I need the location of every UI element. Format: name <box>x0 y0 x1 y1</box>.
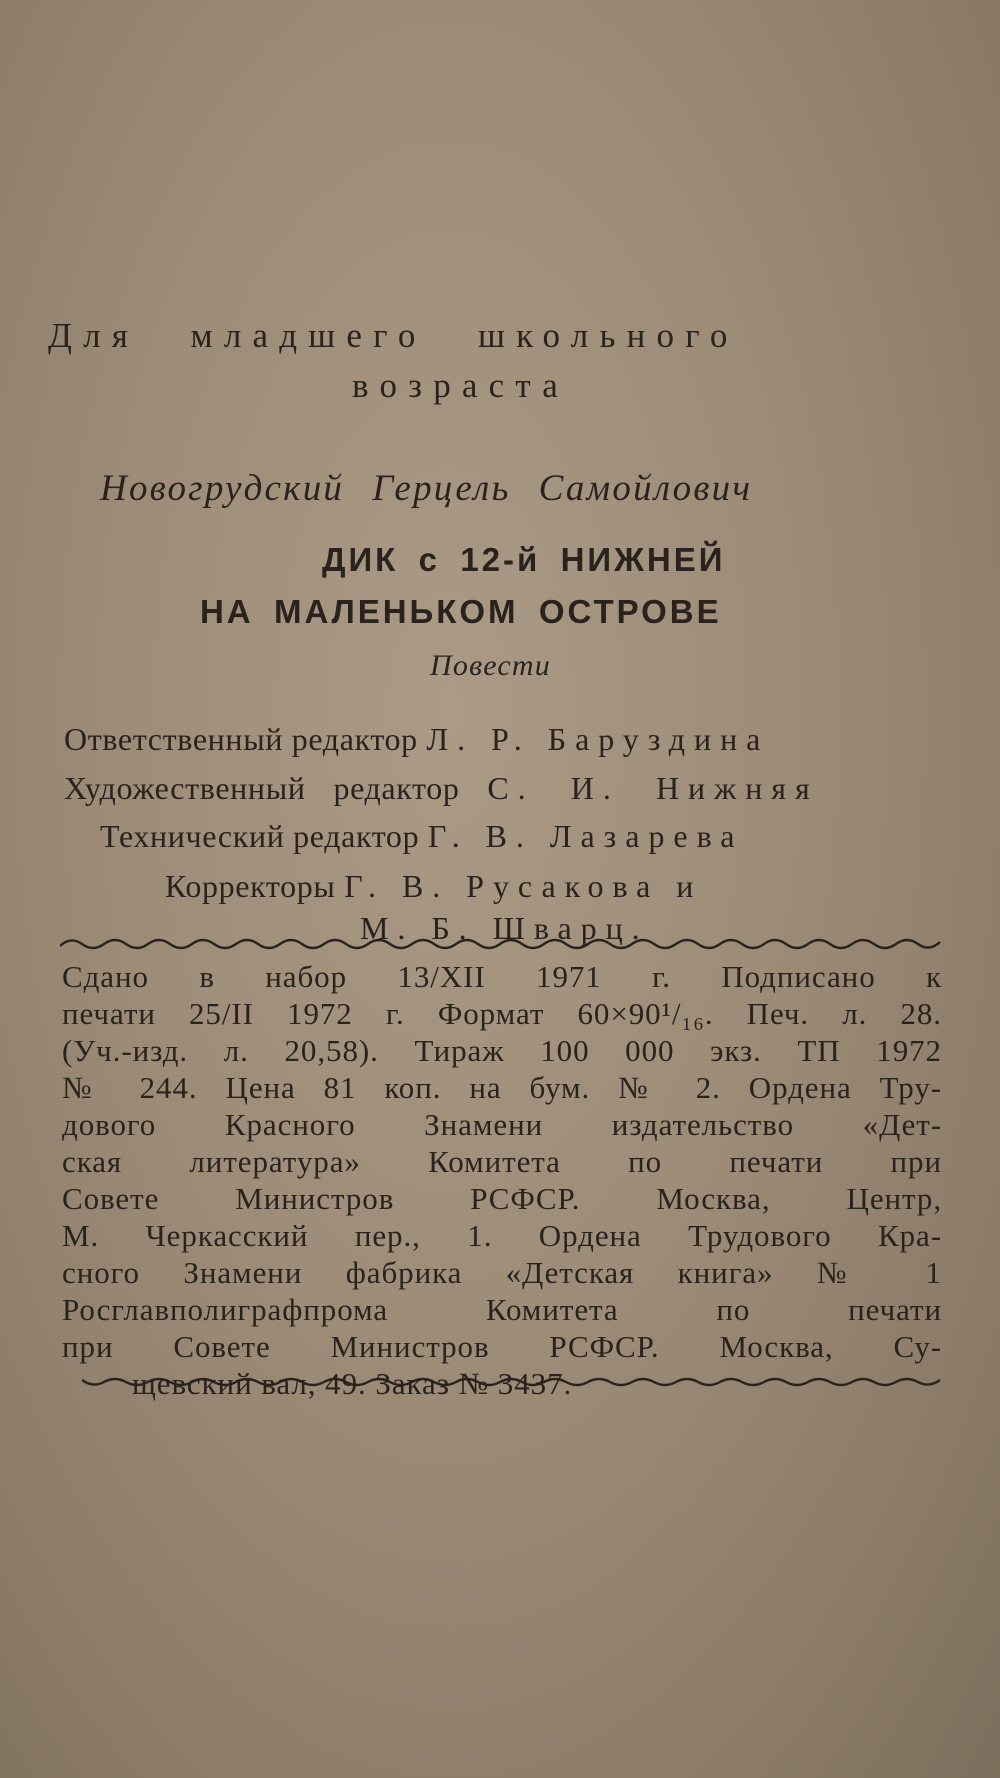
imprint-block <box>62 958 942 1402</box>
credit-person: С. И. Нижняя <box>487 770 819 806</box>
audience-line-2: возраста <box>352 366 570 405</box>
wavy-divider-top <box>60 934 950 954</box>
audience-line-1: Для младшего школьного <box>48 316 739 355</box>
imprint-line: дового Красного Знамени издательство «Дет- <box>62 1107 942 1142</box>
credit-role: Корректоры <box>165 868 336 904</box>
imprint-line: сного Знамени фабрика «Детская книга» № 1 <box>62 1255 942 1290</box>
credit-proofreaders <box>165 870 702 902</box>
credit-technical-editor <box>100 820 743 852</box>
author-name: Новогрудский Герцель Самойлович <box>100 468 753 509</box>
credit-role: Ответственный редактор <box>64 721 418 757</box>
credit-art-editor <box>64 772 819 804</box>
credit-responsible-editor <box>64 723 769 755</box>
credit-person: Г. В. Русакова и <box>344 868 703 904</box>
imprint-line: М. Черкасский пер., 1. Ордена Трудового Кра- <box>62 1218 942 1253</box>
credit-person: Г. В. Лазарева <box>427 818 744 854</box>
credit-role: Технический редактор <box>100 818 420 854</box>
book-title-line-2: НА МАЛЕНЬКОМ ОСТРОВЕ <box>200 593 722 630</box>
imprint-line: № 244. Цена 81 коп. на бум. № 2. Ордена Тру- <box>62 1070 942 1105</box>
imprint-line: при Совете Министров РСФСР. Москва, Су- <box>62 1329 942 1364</box>
imprint-line: Совете Министров РСФСР. Москва, Центр, <box>62 1181 942 1216</box>
imprint-line: щевский вал, 49. Заказ № 3437. <box>132 1366 573 1401</box>
imprint-line: Росглавполиграфпрома Комитета по печати <box>62 1292 942 1327</box>
credit-role: Художественный редактор <box>64 770 460 806</box>
book-title-line-1: ДИК с 12-й НИЖНЕЙ <box>322 541 726 578</box>
imprint-line: ская литература» Комитета по печати при <box>62 1144 942 1179</box>
credit-person: Л. Р. Баруздина <box>426 721 770 757</box>
wavy-divider-bottom <box>82 1372 950 1392</box>
imprint-line: печати 25/II 1972 г. Формат 60×90¹/₁₆. Печ. л. 28. <box>62 996 942 1031</box>
genre-label: Повести <box>430 649 551 682</box>
imprint-line: Сдано в набор 13/XII 1971 г. Подписано к <box>62 959 942 994</box>
imprint-line: (Уч.-изд. л. 20,58). Тираж 100 000 экз. ТП 1972 <box>62 1033 942 1068</box>
credit-person: М. Б. Шварц. <box>360 910 649 946</box>
